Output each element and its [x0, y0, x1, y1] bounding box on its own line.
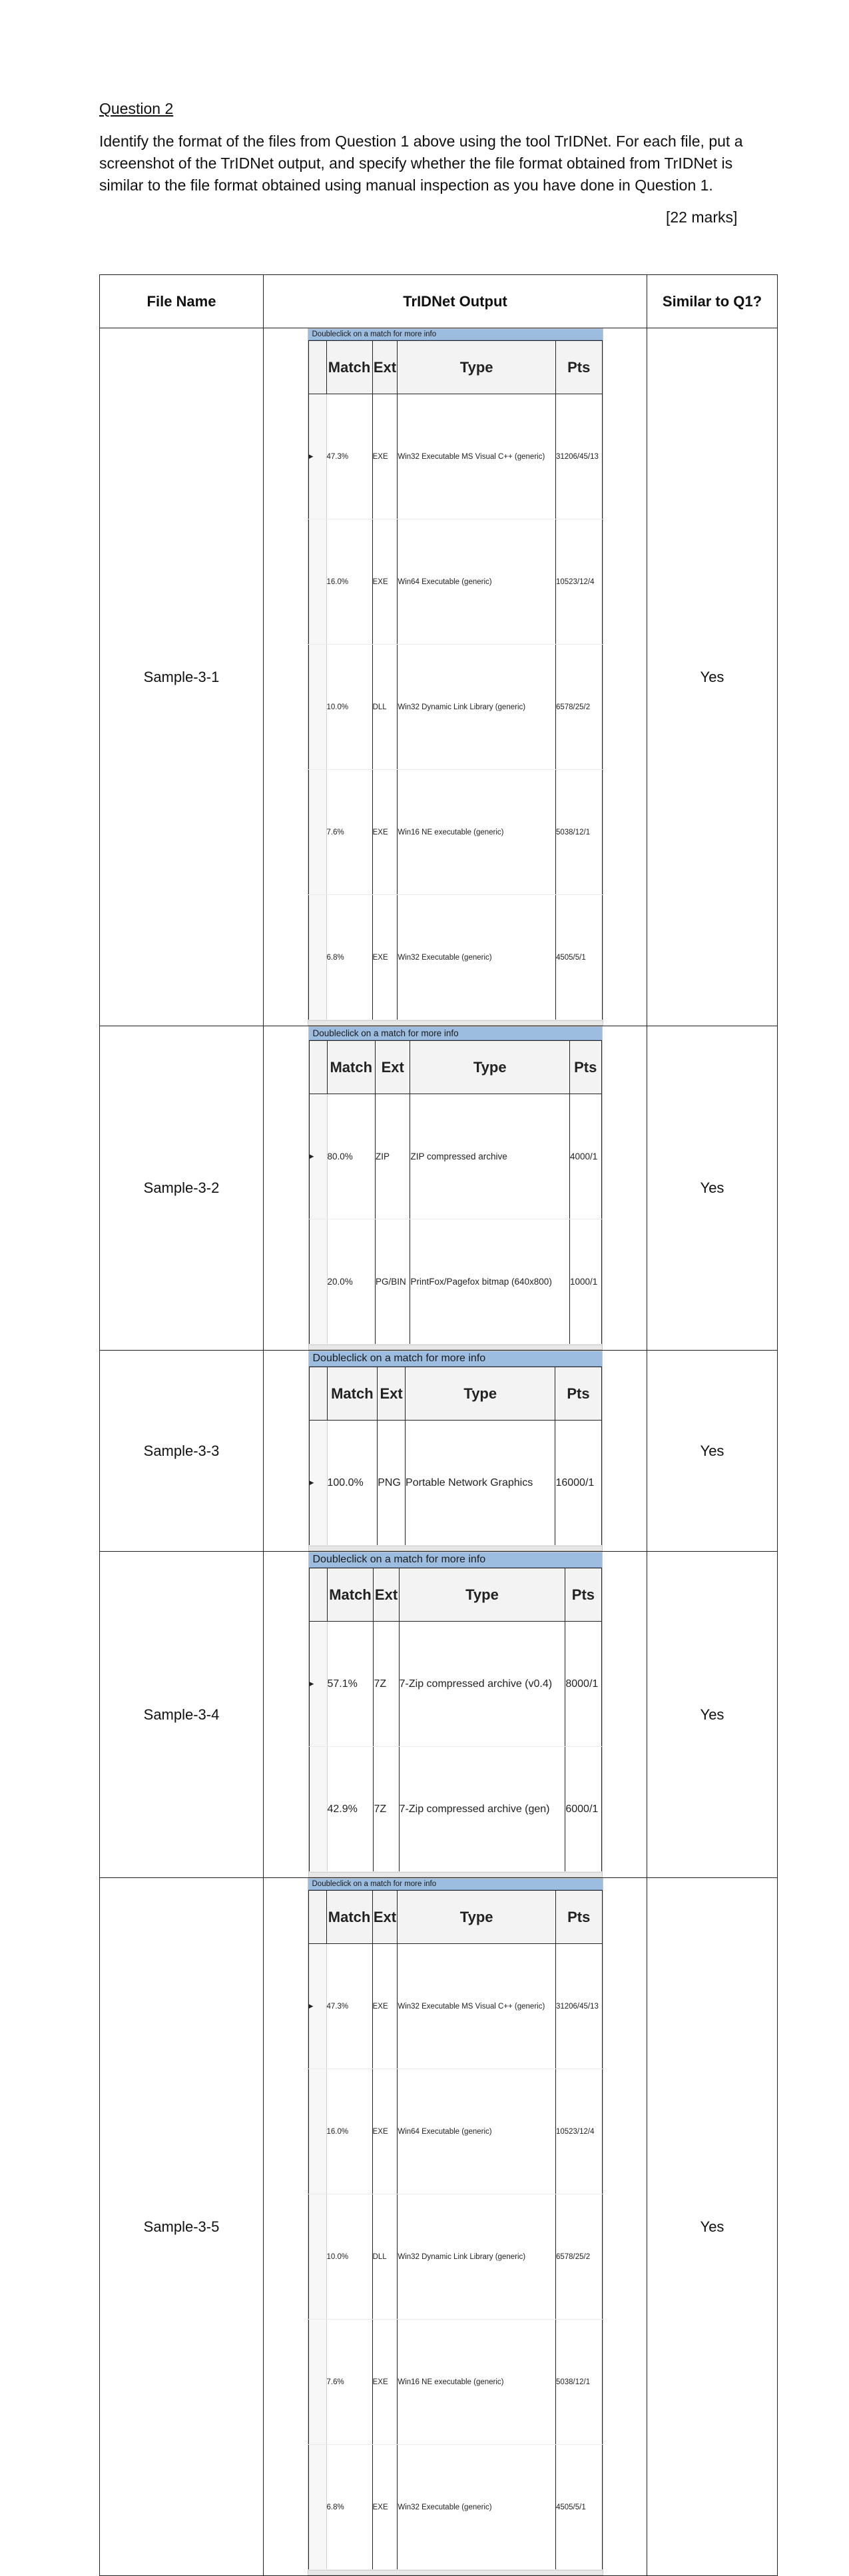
match-ext-cell: 7Z — [374, 1622, 399, 1747]
match-pts-cell: 5038/12/1 — [555, 770, 602, 895]
tridnet-results-grid — [309, 1568, 602, 1872]
match-match-cell: 47.3% — [326, 394, 372, 519]
table-row — [100, 328, 778, 1026]
tridnet-output-panel — [308, 1026, 603, 1350]
match-type-cell: Win32 Dynamic Link Library (generic) — [398, 645, 556, 770]
tridnet-output-cell — [264, 1026, 647, 1351]
tridnet-match-row[interactable] — [308, 895, 602, 1020]
match-match-cell: 80.0% — [327, 1094, 375, 1219]
match-ext-cell: 7Z — [374, 1747, 399, 1872]
table-row — [100, 1351, 778, 1552]
match-type-cell: Win32 Executable (generic) — [398, 2445, 556, 2570]
tridnet-header-bar: Doubleclick on a match for more info — [309, 1552, 602, 1568]
match-pts-cell: 4505/5/1 — [555, 895, 602, 1020]
header-tridnet-output: TrIDNet Output — [264, 275, 647, 328]
match-type-cell: Win64 Executable (generic) — [398, 2069, 556, 2194]
match-match-cell: 6.8% — [326, 2445, 372, 2570]
match-pts-cell: 31206/45/13 — [555, 1944, 602, 2069]
match-match-cell: 42.9% — [327, 1747, 374, 1872]
match-type-cell: Win32 Executable (generic) — [398, 895, 556, 1020]
tridnet-match-row[interactable] — [308, 2320, 602, 2445]
row-selector-header — [308, 1891, 326, 1944]
tridnet-output-cell — [264, 1351, 647, 1552]
match-type-cell: Win32 Dynamic Link Library (generic) — [398, 2194, 556, 2320]
tridnet-output-panel — [308, 328, 603, 1026]
column-header-pts[interactable]: Pts — [569, 1041, 601, 1094]
file-name-cell: Sample-3-3 — [100, 1351, 264, 1552]
match-match-cell: 6.8% — [326, 895, 372, 1020]
file-name-cell: Sample-3-4 — [100, 1552, 264, 1878]
tridnet-results-grid — [309, 1040, 602, 1345]
match-ext-cell: EXE — [372, 2069, 398, 2194]
match-pts-cell: 6578/25/2 — [555, 2194, 602, 2320]
current-row-arrow-icon: ▶ — [309, 1094, 327, 1219]
match-ext-cell: EXE — [372, 895, 398, 1020]
column-header-pts[interactable]: Pts — [555, 341, 602, 394]
tridnet-scrollbar[interactable] — [308, 2570, 603, 2575]
column-header-pts[interactable]: Pts — [555, 1367, 601, 1421]
file-name-cell: Sample-3-2 — [100, 1026, 264, 1351]
similar-cell: Yes — [647, 1026, 778, 1351]
tridnet-output-panel — [308, 1351, 603, 1551]
match-match-cell: 100.0% — [327, 1421, 378, 1546]
row-selector — [309, 1747, 327, 1872]
tridnet-column-header-row — [308, 341, 602, 394]
column-header-ext[interactable]: Ext — [375, 1041, 410, 1094]
tridnet-results-grid — [309, 1367, 602, 1546]
column-header-type[interactable]: Type — [398, 341, 556, 394]
row-selector-header — [308, 341, 326, 394]
match-ext-cell: DLL — [372, 645, 398, 770]
tridnet-match-row[interactable] — [309, 1219, 601, 1345]
tridnet-match-row[interactable] — [308, 770, 602, 895]
match-type-cell: 7-Zip compressed archive (gen) — [399, 1747, 565, 1872]
similar-cell: Yes — [647, 328, 778, 1026]
match-ext-cell: DLL — [372, 2194, 398, 2320]
tridnet-column-header-row — [309, 1041, 601, 1094]
tridnet-column-header-row — [309, 1568, 601, 1622]
column-header-ext[interactable]: Ext — [374, 1568, 399, 1622]
match-type-cell: Win16 NE executable (generic) — [398, 770, 556, 895]
match-ext-cell: PG/BIN — [375, 1219, 410, 1345]
tridnet-output-cell — [264, 328, 647, 1026]
column-header-match[interactable]: Match — [326, 1891, 372, 1944]
answer-table-body — [100, 328, 778, 2576]
current-row-arrow-icon: ▶ — [308, 1944, 326, 2069]
similar-cell: Yes — [647, 1878, 778, 2576]
row-selector — [308, 770, 326, 895]
similar-cell: Yes — [647, 1552, 778, 1878]
match-ext-cell: EXE — [372, 770, 398, 895]
match-ext-cell: EXE — [372, 519, 398, 645]
match-ext-cell: EXE — [372, 2320, 398, 2445]
match-pts-cell: 6000/1 — [565, 1747, 601, 1872]
column-header-match[interactable]: Match — [327, 1568, 374, 1622]
match-type-cell: 7-Zip compressed archive (v0.4) — [399, 1622, 565, 1747]
row-selector-header — [309, 1568, 327, 1622]
tridnet-results-grid — [308, 340, 603, 1020]
question-text: Identify the format of the files from Question 1 above using the tool TrIDNet. For each file, put a screenshot of the TrIDNet output, and specify whether the file format obtained from TrIDNet is similar to the file format obtained using manual inspection as you have done in Question 1. — [99, 133, 743, 194]
column-header-type[interactable]: Type — [406, 1367, 555, 1421]
match-type-cell: ZIP compressed archive — [410, 1094, 570, 1219]
match-match-cell: 16.0% — [326, 2069, 372, 2194]
tridnet-header-bar: Doubleclick on a match for more info — [309, 1027, 602, 1040]
table-row — [100, 1552, 778, 1878]
header-file-name: File Name — [100, 275, 264, 328]
match-ext-cell: EXE — [372, 394, 398, 519]
match-ext-cell: ZIP — [375, 1094, 410, 1219]
row-selector — [308, 519, 326, 645]
match-type-cell: Portable Network Graphics — [406, 1421, 555, 1546]
match-match-cell: 16.0% — [326, 519, 372, 645]
file-name-cell: Sample-3-5 — [100, 1878, 264, 2576]
tridnet-match-row[interactable] — [308, 2194, 602, 2320]
similar-cell: Yes — [647, 1351, 778, 1552]
match-type-cell: Win32 Executable MS Visual C++ (generic) — [398, 394, 556, 519]
tridnet-scrollbar[interactable] — [309, 1345, 602, 1349]
row-selector — [308, 895, 326, 1020]
row-selector — [309, 1219, 327, 1345]
match-type-cell: Win16 NE executable (generic) — [398, 2320, 556, 2445]
row-selector-header — [309, 1041, 327, 1094]
column-header-type[interactable]: Type — [399, 1568, 565, 1622]
row-selector — [308, 2445, 326, 2570]
tridnet-match-row[interactable] — [308, 645, 602, 770]
tridnet-header-bar: Doubleclick on a match for more info — [308, 329, 603, 340]
tridnet-match-row[interactable] — [309, 1622, 601, 1747]
match-type-cell: Win32 Executable MS Visual C++ (generic) — [398, 1944, 556, 2069]
tridnet-results-grid — [308, 1890, 603, 2570]
row-selector-header — [309, 1367, 327, 1421]
column-header-pts[interactable]: Pts — [555, 1891, 602, 1944]
match-type-cell: PrintFox/Pagefox bitmap (640x800) — [410, 1219, 570, 1345]
match-pts-cell: 31206/45/13 — [555, 394, 602, 519]
tridnet-match-row[interactable] — [308, 2445, 602, 2570]
match-ext-cell: EXE — [372, 1944, 398, 2069]
column-header-match[interactable]: Match — [327, 1367, 378, 1421]
match-pts-cell: 4505/5/1 — [555, 2445, 602, 2570]
tridnet-match-row[interactable] — [309, 1747, 601, 1872]
tridnet-scrollbar[interactable] — [308, 1020, 603, 1025]
tridnet-header-bar: Doubleclick on a match for more info — [308, 1879, 603, 1890]
match-pts-cell: 10523/12/4 — [555, 2069, 602, 2194]
tridnet-output-cell — [264, 1552, 647, 1878]
tridnet-output-panel — [308, 1552, 603, 1877]
match-match-cell: 10.0% — [326, 2194, 372, 2320]
row-selector — [308, 2194, 326, 2320]
tridnet-column-header-row — [308, 1891, 602, 1944]
tridnet-output-cell — [264, 1878, 647, 2576]
match-match-cell: 10.0% — [326, 645, 372, 770]
match-pts-cell: 6578/25/2 — [555, 645, 602, 770]
tridnet-output-panel — [308, 1878, 603, 2575]
header-similar: Similar to Q1? — [647, 275, 778, 328]
tridnet-match-row[interactable] — [308, 394, 602, 519]
row-selector — [308, 2069, 326, 2194]
tridnet-match-row[interactable] — [308, 1944, 602, 2069]
current-row-arrow-icon: ▶ — [308, 394, 326, 519]
tridnet-scrollbar[interactable] — [309, 1872, 602, 1877]
match-pts-cell: 10523/12/4 — [555, 519, 602, 645]
match-pts-cell: 5038/12/1 — [555, 2320, 602, 2445]
match-ext-cell: PNG — [378, 1421, 406, 1546]
match-pts-cell: 1000/1 — [569, 1219, 601, 1345]
question-title: Question 2 — [99, 100, 174, 117]
question-marks: [22 marks] — [666, 208, 738, 226]
column-header-match[interactable]: Match — [326, 341, 372, 394]
table-row — [100, 1026, 778, 1351]
tridnet-match-row[interactable] — [308, 2069, 602, 2194]
current-row-arrow-icon: ▶ — [309, 1421, 327, 1546]
match-match-cell: 20.0% — [327, 1219, 375, 1345]
match-match-cell: 7.6% — [326, 2320, 372, 2445]
row-selector — [308, 645, 326, 770]
match-pts-cell: 8000/1 — [565, 1622, 601, 1747]
tridnet-header-bar: Doubleclick on a match for more info — [309, 1351, 602, 1367]
column-header-type[interactable]: Type — [398, 1891, 556, 1944]
match-pts-cell: 16000/1 — [555, 1421, 601, 1546]
tridnet-match-row[interactable] — [309, 1421, 601, 1546]
column-header-ext[interactable]: Ext — [372, 1891, 398, 1944]
file-name-cell: Sample-3-1 — [100, 328, 264, 1026]
tridnet-match-row[interactable] — [308, 519, 602, 645]
column-header-pts[interactable]: Pts — [565, 1568, 601, 1622]
current-row-arrow-icon: ▶ — [309, 1622, 327, 1747]
match-match-cell: 7.6% — [326, 770, 372, 895]
tridnet-column-header-row — [309, 1367, 601, 1421]
match-pts-cell: 4000/1 — [569, 1094, 601, 1219]
column-header-match[interactable]: Match — [327, 1041, 375, 1094]
match-match-cell: 47.3% — [326, 1944, 372, 2069]
column-header-ext[interactable]: Ext — [372, 341, 398, 394]
row-selector — [308, 2320, 326, 2445]
answer-table-header-row — [100, 275, 778, 328]
match-ext-cell: EXE — [372, 2445, 398, 2570]
answer-table — [99, 274, 778, 2576]
match-match-cell: 57.1% — [327, 1622, 374, 1747]
table-row — [100, 1878, 778, 2576]
column-header-ext[interactable]: Ext — [378, 1367, 406, 1421]
tridnet-scrollbar[interactable] — [309, 1546, 602, 1550]
column-header-type[interactable]: Type — [410, 1041, 570, 1094]
tridnet-match-row[interactable] — [309, 1094, 601, 1219]
match-type-cell: Win64 Executable (generic) — [398, 519, 556, 645]
